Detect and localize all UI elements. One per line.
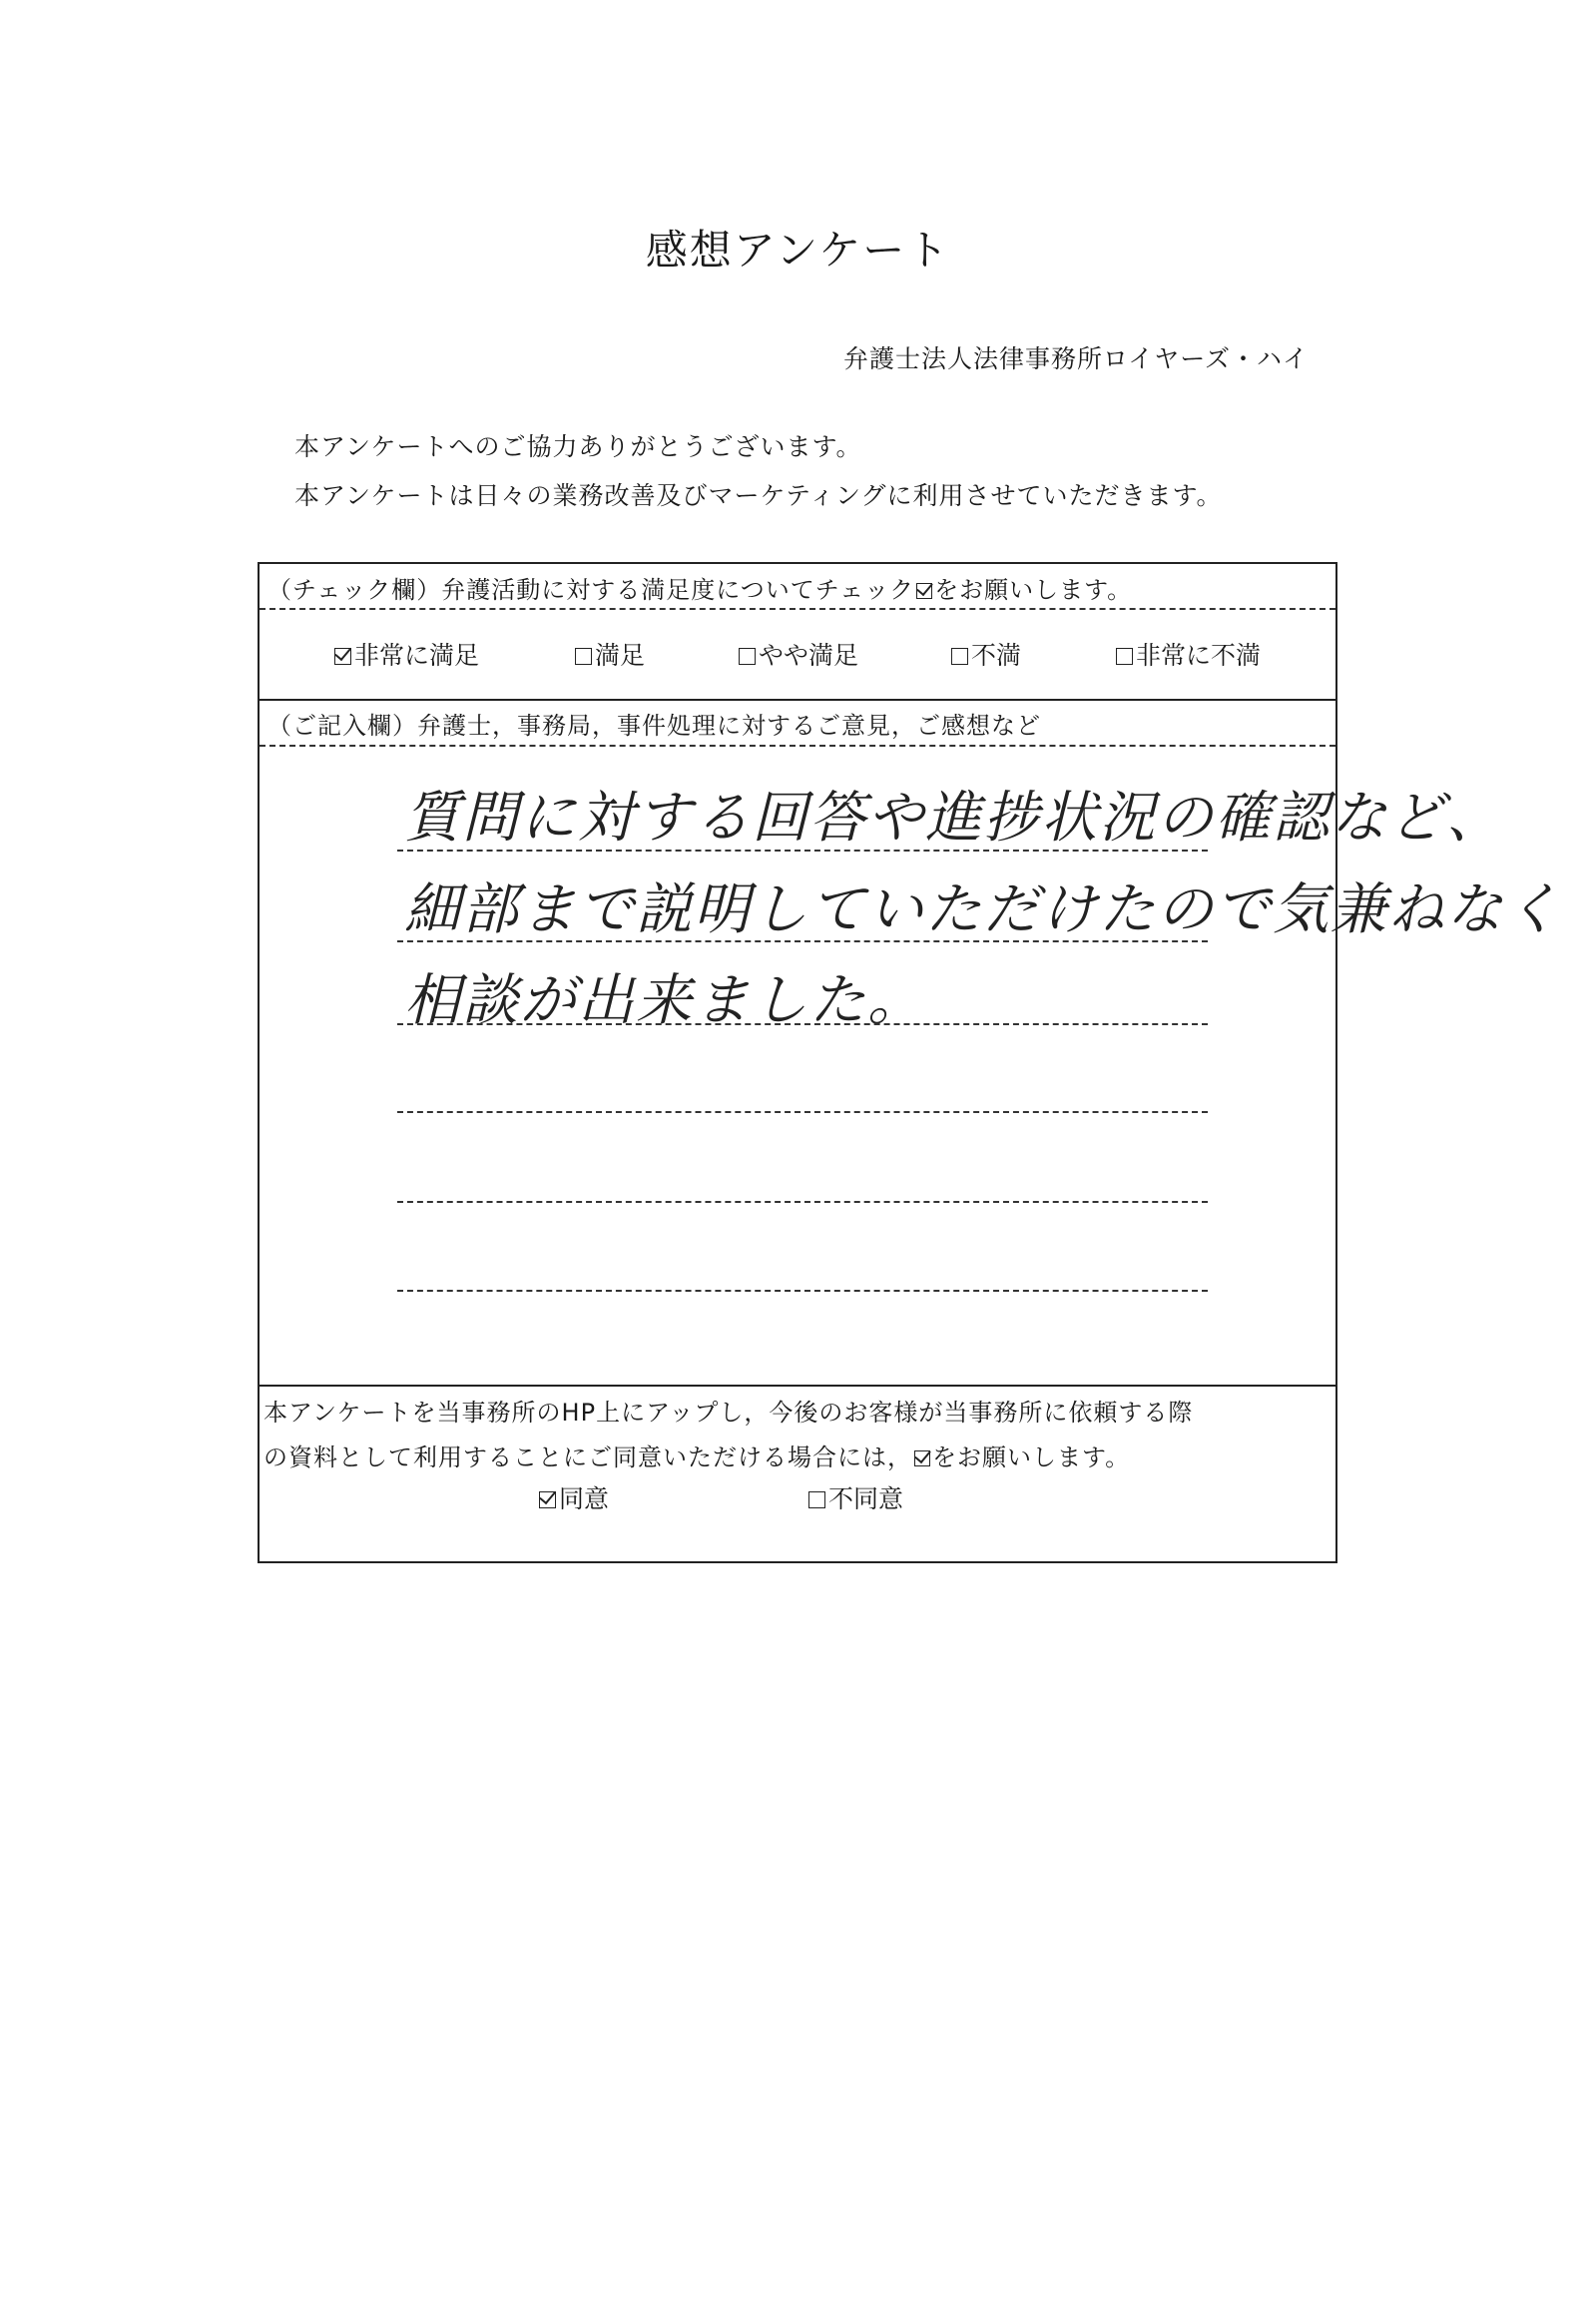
survey-form [258,562,1562,1563]
comment-section-label: （ご記入欄）弁護士，事務局，事件処理に対するご意見，ご感想など [267,712,1041,740]
option-very-dissatisfied[interactable]: 非常に不満 [1116,636,1261,672]
handwritten-line-2: 細部まで説明していただけたので気兼ねなく [404,877,1562,942]
page-title: 感想アンケート [645,226,951,275]
section-divider [260,699,1335,701]
handwritten-line-3: 相談が出来ました。 [404,968,925,1033]
checkbox-disagree[interactable] [808,1491,825,1508]
section-divider [260,1385,1335,1387]
divider [260,745,1335,747]
checkbox-sample-icon [914,1450,930,1466]
option-very-satisfied[interactable]: 非常に満足 [334,636,479,672]
option-disagree[interactable]: 不同意 [808,1479,903,1515]
handwritten-line-1: 質問に対する回答や進捗状況の確認など、 [404,786,1504,851]
consent-line-1: 本アンケートを当事務所のHP上にアップし，今後のお客様が当事務所に依頼する際 [264,1399,1194,1427]
writing-line [397,1023,1208,1025]
check-section-label: （チェック欄）弁護活動に対する満足度についてチェック をお願いします。 [267,576,1133,604]
intro-line-1: 本アンケートへのご協力ありがとうございます。 [294,432,862,461]
checkbox-somewhat-satisfied[interactable] [739,648,756,665]
checkbox-satisfied[interactable] [575,648,592,665]
consent-line-2: の資料として利用することにご同意いただける場合には， をお願いします。 [264,1443,1131,1471]
writing-line [397,940,1208,942]
checkbox-agree[interactable] [539,1491,556,1508]
option-satisfied[interactable]: 満足 [575,636,645,672]
organization-name: 弁護士法人法律事務所ロイヤーズ・ハイ [842,344,1309,373]
writing-line [397,850,1208,852]
option-dissatisfied[interactable]: 不満 [951,636,1021,672]
divider [260,608,1335,610]
writing-line [397,1111,1208,1113]
writing-line [397,1201,1208,1203]
intro-line-2: 本アンケートは日々の業務改善及びマーケティングに利用させていただきます。 [294,481,1223,510]
checkbox-sample-icon [916,583,932,599]
checkbox-very-satisfied[interactable] [334,648,351,665]
checkbox-very-dissatisfied[interactable] [1116,648,1133,665]
option-somewhat-satisfied[interactable]: やや満足 [739,636,858,672]
writing-line [397,1290,1208,1292]
option-agree[interactable]: 同意 [539,1479,609,1515]
checkbox-dissatisfied[interactable] [951,648,968,665]
